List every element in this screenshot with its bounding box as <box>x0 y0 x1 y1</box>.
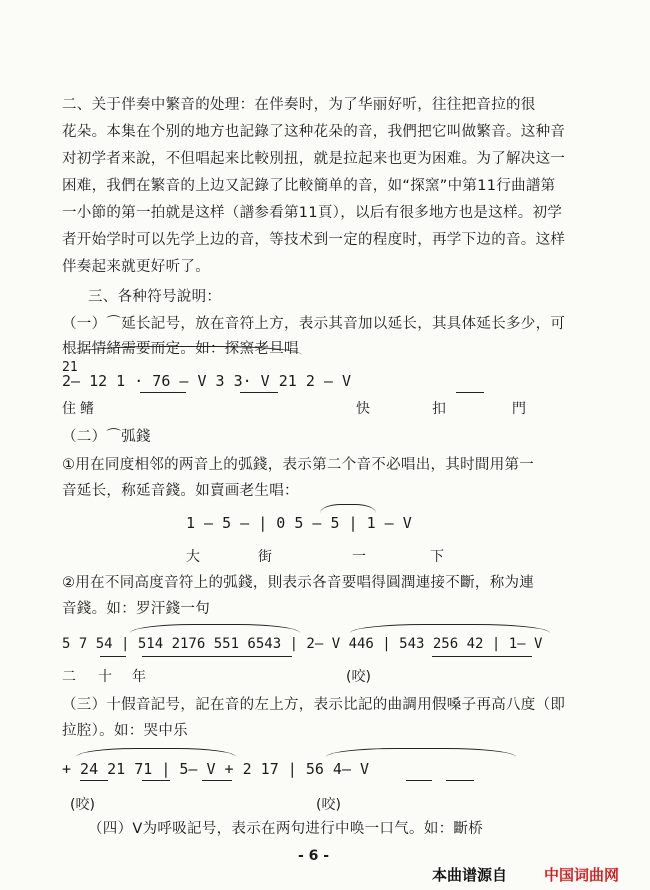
item2-p2-line2: 音錢。如：罗汗錢一句 <box>62 601 210 617</box>
ex3-lyric-4: (咬) <box>346 669 371 685</box>
ex3-lyric-2: 十 <box>98 669 112 685</box>
section2-line5: 一小節的第一拍就是这样（譜参看第11頁），以后有很多地方也是这样。初学 <box>62 205 563 221</box>
ex1-lyric-4: 扣 <box>432 401 446 417</box>
item3-line1: （三）十假音記号，記在音的左上方，表示比記的曲調用假嗓子再高八度（即 <box>62 697 566 713</box>
item2-p1-line1: ①用在同度相邻的两音上的弧錢，表示第二个音不必唱出，其时間用第一 <box>62 457 535 473</box>
ex4-lyric-1: (咬) <box>70 797 95 813</box>
item1-line2: 根据情緒需要而定。如：探窯老旦唱 <box>62 341 299 357</box>
ex1-underline-c <box>456 392 484 393</box>
item3-line2: 拉腔）。如：哭中乐 <box>62 723 188 739</box>
section2-line4: 困难，我們在繁音的上边又記錄了比較簡单的音，如“探窯”中第11行曲譜第 <box>62 178 556 194</box>
ex2-lyric-1: 大 <box>186 549 200 565</box>
ex1-notes: 2— 12 1 · 76 — V 3 3· V 21 2 — V <box>62 372 351 390</box>
ex4-lyric-2: (咬) <box>316 797 341 813</box>
ex2-lyric-3: 一 <box>352 549 366 565</box>
ex1-lyric-5: 門 <box>512 401 526 417</box>
ex1-lyric-2: 鳍 <box>80 401 94 417</box>
section2-line7: 伴奏起来就更好听了。 <box>62 259 210 275</box>
item2-p2-line1: ②用在不同高度音符上的弧錢，則表示各音要唱得圓潤連接不斷，称为連 <box>62 575 535 591</box>
ex1-slur <box>72 346 302 355</box>
footer-source-label: 本曲谱源自 <box>432 866 508 884</box>
section2-line1: 二、关于伴奏中繁音的处理：在伴奏时，为了华丽好听，往往把音拉的很 <box>62 97 536 113</box>
item2-title: （二）⌒弧錢 <box>62 429 151 445</box>
ex3-notes: 5 7 54 | 514 2176 551 6543 | 2— V 446 | 543 256 42 | 1— V <box>62 636 543 652</box>
section2-line3: 对初学者来說，不但唱起来比較別扭，就是拉起来也更为困难。为了解决这一 <box>62 151 566 167</box>
ex4-underline-e <box>446 780 474 781</box>
item1-line1: （一）⌒延长記号，放在音符上方，表示其音加以延长，其具体延长多少，可 <box>62 316 566 332</box>
item2-p1-line2: 音延长，称延音錢。如賣画老生唱： <box>62 483 299 499</box>
ex3-lyric-3: 年 <box>132 669 146 685</box>
ex2-slur <box>320 504 376 513</box>
ex4-underline-c <box>202 780 232 781</box>
ex4-underline-d <box>406 780 432 781</box>
ex1-bracket: 21 <box>62 360 78 375</box>
ex4-slur-a <box>76 748 236 757</box>
ex4-slur-b <box>326 748 516 757</box>
ex3-slur-a <box>130 624 300 633</box>
ex1-lyric-1: 住 <box>62 401 76 417</box>
ex3-slur-b <box>350 624 550 633</box>
page-number: - 6 - <box>298 848 330 864</box>
ex1-underline-a <box>140 392 186 393</box>
ex2-lyric-4: 下 <box>430 549 444 565</box>
ex4-underline-b <box>142 780 170 781</box>
ex3-underline-c <box>432 656 532 657</box>
ex4-underline-a <box>80 780 108 781</box>
section3-title: 三、各种符号說明： <box>88 289 222 305</box>
ex3-underline-b <box>142 656 292 657</box>
item4: （四）V为呼吸記号，表示在两句进行中唤一口气。如：斷桥 <box>88 821 484 837</box>
ex2-lyric-2: 街 <box>258 549 272 565</box>
ex1-lyric-3: 快 <box>356 401 370 417</box>
ex4-notes: + 24 21 71 | 5— V + 2 17 | 56 4— V <box>62 760 370 778</box>
ex2-notes: 1 — 5 — | 0 5 — 5 | 1 — V <box>186 514 412 532</box>
ex3-lyric-1: 二 <box>62 669 76 685</box>
section2-line2: 花朵。本集在个别的地方也記錄了这种花朵的音，我們把它叫做繁音。这种音 <box>62 124 566 140</box>
section2-line6: 者开始学时可以先学上边的音，等技术到一定的程度时，再学下边的音。这样 <box>62 232 566 248</box>
ex1-underline-b <box>240 392 278 393</box>
footer-site-name[interactable]: 中国词曲网 <box>544 866 620 884</box>
ex3-underline-a <box>100 656 126 657</box>
